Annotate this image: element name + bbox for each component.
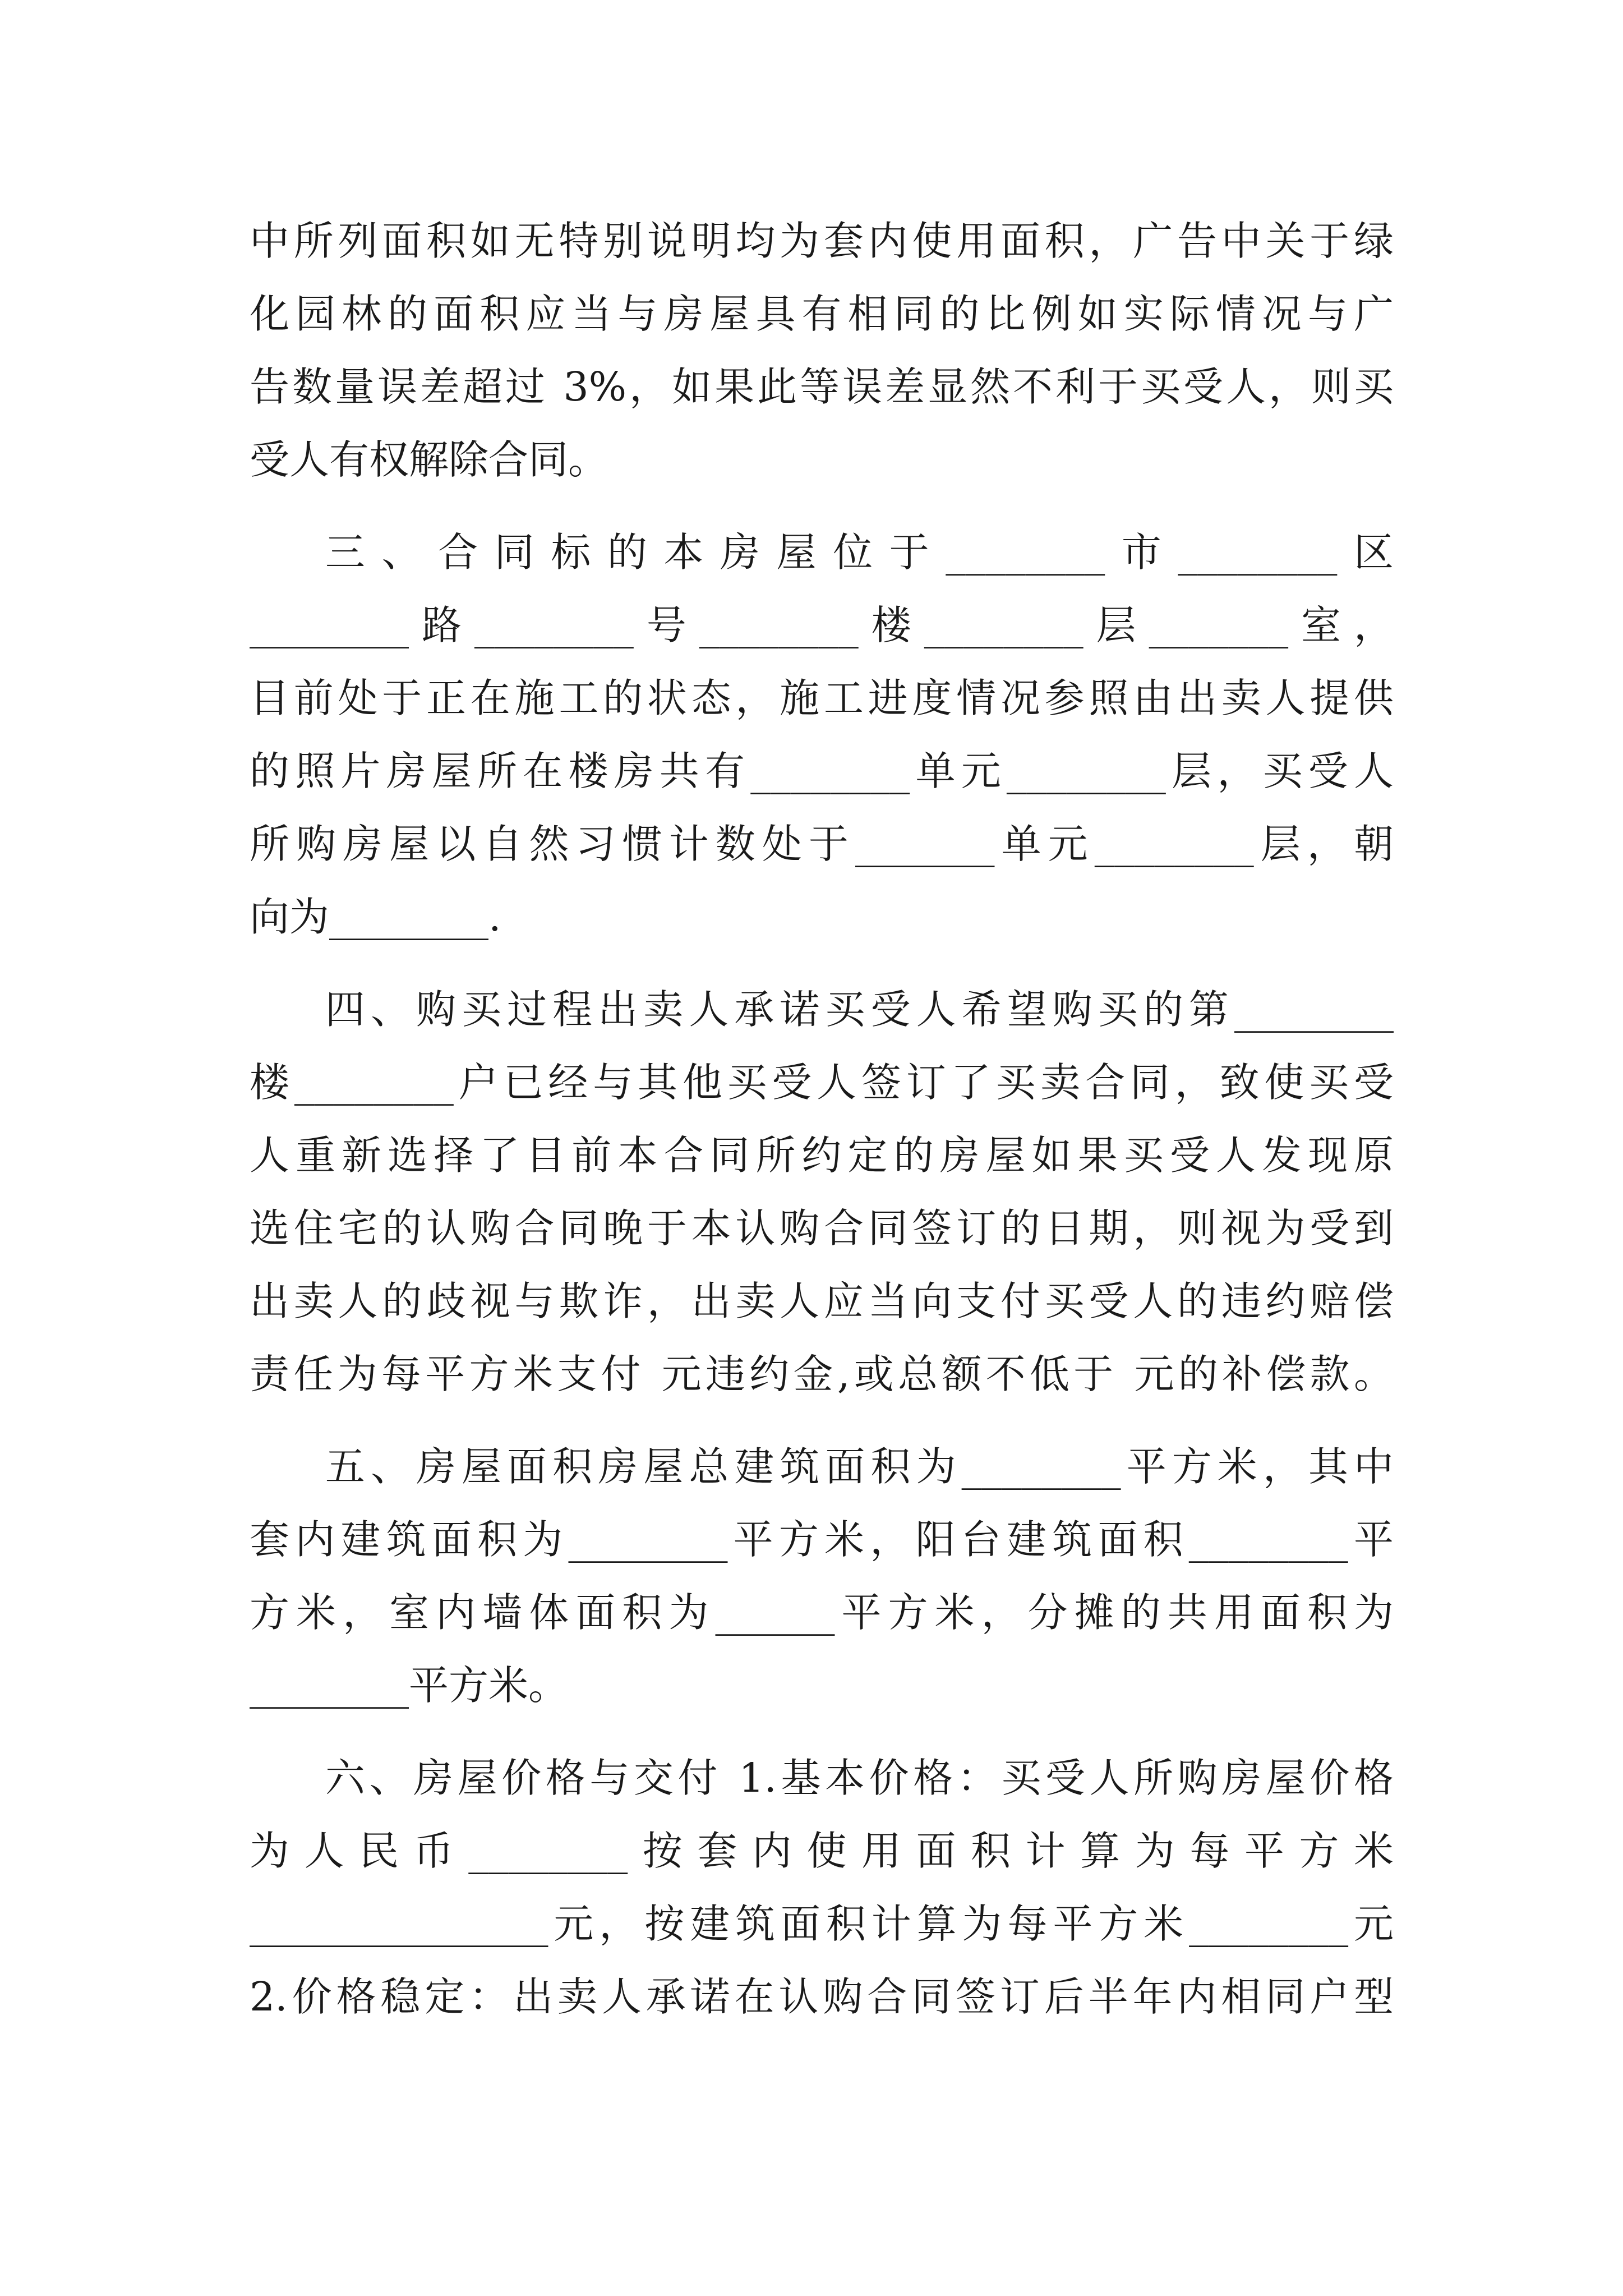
text-line: _______________元，按建筑面积计算为每平方米________元	[250, 1901, 1394, 1947]
text-line: 选住宅的认购合同晚于本认购合同签订的日期，则视为受到	[250, 1205, 1394, 1251]
text-line: 方米，室内墙体面积为______平方米，分摊的共用面积为	[250, 1589, 1394, 1636]
section-5-heading-line: 五、房屋面积房屋总建筑面积为________平方米，其中	[325, 1443, 1394, 1490]
text-line: 楼________户已经与其他买受人签订了买卖合同，致使买受	[250, 1059, 1394, 1106]
section-6-heading-line: 六、房屋价格与交付 1.基本价格：买受人所购房屋价格	[325, 1755, 1394, 1801]
text-line: 责任为每平方米支付 元违约金,或总额不低于 元的补偿款。	[250, 1351, 1394, 1397]
text-line: 为人民币________按套内使用面积计算为每平方米	[250, 1828, 1394, 1874]
text-line: 套内建筑面积为________平方米，阳台建筑面积________平	[250, 1516, 1394, 1563]
text-line: 2.价格稳定：出卖人承诺在认购合同签订后半年内相同户型	[250, 1973, 1394, 2020]
text-line: 化园林的面积应当与房屋具有相同的比例如实际情况与广	[250, 291, 1394, 337]
text-line: 人重新选择了目前本合同所约定的房屋如果买受人发现原	[250, 1132, 1394, 1179]
text-line: 告数量误差超过 3%，如果此等误差显然不利于买受人，则买	[250, 364, 1394, 410]
text-line: 中所列面积如无特别说明均为套内使用面积，广告中关于绿	[250, 218, 1394, 264]
text-line: 目前处于正在施工的状态，施工进度情况参照由出卖人提供	[250, 675, 1394, 721]
text-line: 的照片房屋所在楼房共有________单元________层，买受人	[250, 748, 1394, 794]
section-4-heading-line: 四、购买过程出卖人承诺买受人希望购买的第________	[325, 986, 1394, 1033]
text-line: 所购房屋以自然习惯计数处于_______单元________层，朝	[250, 821, 1394, 867]
text-line: 向为________.	[250, 894, 501, 940]
section-3-heading-line: 三、合同标的本房屋位于________市________区	[325, 529, 1394, 576]
text-line: 受人有权解除合同。	[250, 436, 608, 483]
text-line: 出卖人的歧视与欺诈，出卖人应当向支付买受人的违约赔偿	[250, 1278, 1394, 1324]
text-line: ________路________号________楼________层_______室，	[250, 602, 1394, 648]
text-line: ________平方米。	[250, 1662, 569, 1709]
